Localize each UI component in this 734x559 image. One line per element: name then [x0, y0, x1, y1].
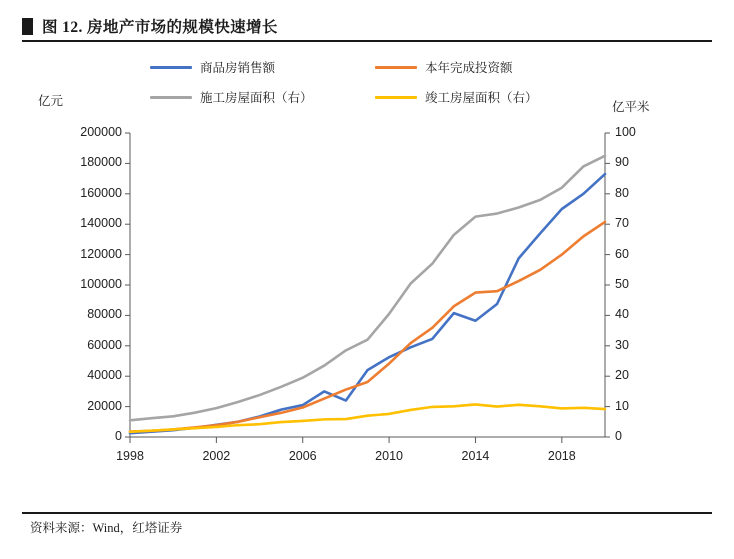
series-line-3 — [130, 404, 605, 431]
source-note: 资料来源：Wind，红塔证券 — [30, 521, 183, 535]
y-axis-tick-label: 120000 — [80, 246, 122, 261]
y2-axis-tick-label: 70 — [615, 216, 629, 231]
y-axis-tick-label: 80000 — [87, 307, 122, 322]
y-axis-tick-label: 60000 — [87, 337, 122, 352]
page-title: 图 12. 房地产市场的规模快速增长 — [42, 19, 278, 36]
y-axis-tick-label: 200000 — [80, 125, 122, 139]
right-axis-unit-label: 亿平米 — [612, 100, 650, 114]
series-line-1 — [130, 222, 605, 432]
y2-axis-tick-label: 10 — [615, 398, 629, 413]
y-axis-tick-label: 0 — [115, 429, 122, 443]
x-axis-tick-label: 2006 — [288, 449, 317, 463]
y2-axis-tick-label: 20 — [615, 368, 629, 383]
y2-axis-tick-label: 90 — [615, 155, 629, 170]
y-axis-tick-label: 140000 — [80, 216, 122, 231]
y-axis-tick-label: 180000 — [80, 155, 122, 170]
left-axis-unit-label: 亿元 — [38, 94, 64, 108]
legend-label-3: 竣工房屋面积（右） — [425, 91, 538, 105]
y-axis-tick-label: 160000 — [80, 185, 122, 200]
x-axis-tick-label: 2018 — [547, 449, 576, 463]
legend-label-1: 本年完成投资额 — [425, 61, 513, 75]
legend-label-0: 商品房销售额 — [200, 61, 276, 75]
legend-label-2: 施工房屋面积（右） — [200, 91, 313, 105]
y-axis-tick-label: 100000 — [80, 277, 122, 291]
y2-axis-tick-label: 30 — [615, 337, 629, 352]
y-axis-tick-label: 20000 — [87, 398, 122, 413]
x-axis-tick-label: 2014 — [461, 449, 490, 463]
x-axis-tick-label: 1998 — [116, 449, 144, 463]
footer-divider — [22, 512, 712, 514]
y2-axis-tick-label: 0 — [615, 429, 622, 443]
y2-axis-tick-label: 100 — [615, 125, 636, 139]
y2-axis-tick-label: 60 — [615, 246, 629, 261]
y2-axis-tick-label: 40 — [615, 307, 629, 322]
y2-axis-tick-label: 50 — [615, 277, 629, 291]
series-line-0 — [130, 174, 605, 433]
x-axis-tick-label: 2010 — [375, 449, 403, 463]
y-axis-tick-label: 40000 — [87, 368, 122, 383]
y2-axis-tick-label: 80 — [615, 185, 629, 200]
x-axis-tick-label: 2002 — [202, 449, 231, 463]
